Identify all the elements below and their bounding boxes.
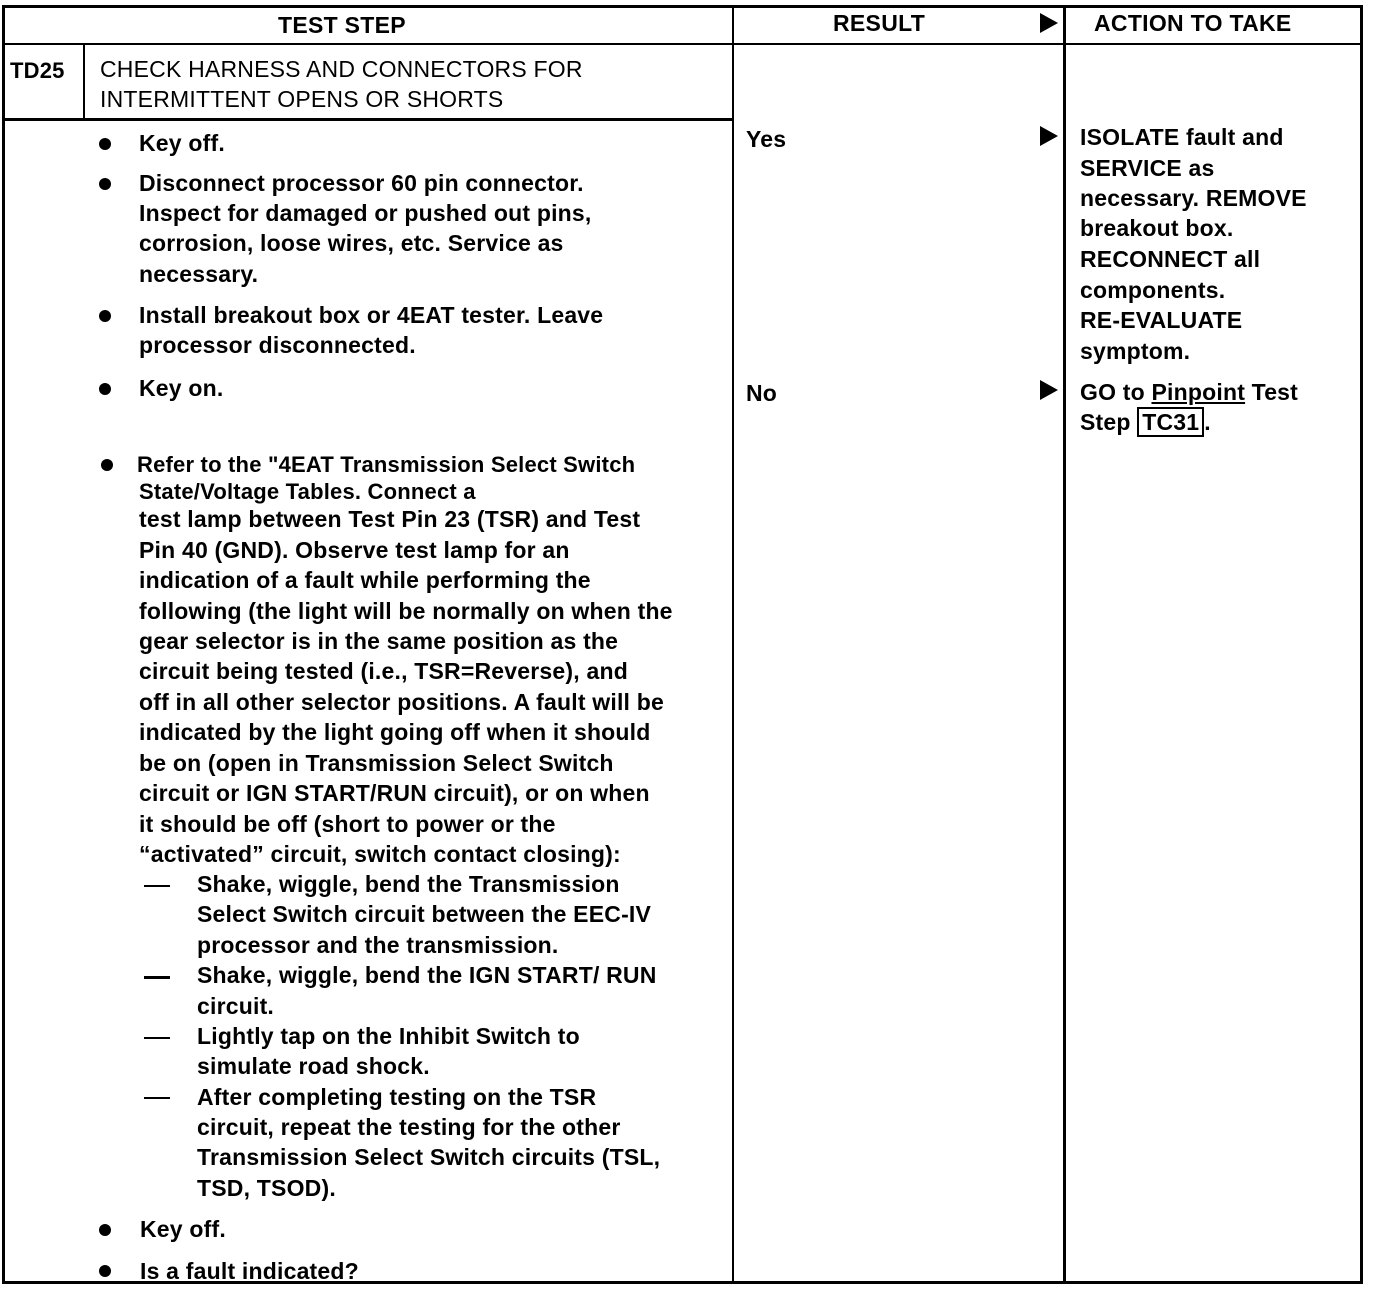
instruction-refer-line4: Pin 40 (GND). Observe test lamp for an [139, 537, 570, 563]
instruction-refer-line8: circuit being tested (i.e., TSR=Reverse), and [139, 658, 628, 684]
action-no-test: Test [1245, 379, 1299, 405]
dash-icon [144, 1037, 170, 1039]
step-title-divider [2, 118, 733, 121]
bullet-icon [99, 178, 111, 190]
header-result: RESULT [833, 10, 926, 36]
subinstruction-repeat-line3: Transmission Select Switch circuits (TSL, [197, 1144, 661, 1170]
action-no-step: Step [1080, 409, 1138, 435]
header-divider [2, 43, 1363, 45]
result-yes: Yes [746, 126, 787, 152]
action-no-line2 [1080, 407, 1211, 437]
step-reference-tc31[interactable]: TC31 [1137, 407, 1204, 437]
bullet-icon [99, 1265, 111, 1277]
instruction-refer-line6: following (the light will be normally on when the [139, 598, 673, 624]
subinstruction-repeat-line4: TSD, TSOD). [197, 1175, 336, 1201]
bullet-icon [101, 459, 113, 471]
instruction-refer-line11: be on (open in Transmission Select Switch [139, 750, 614, 776]
action-no-period: . [1204, 409, 1211, 435]
pinpoint-link[interactable]: Pinpoint [1151, 379, 1246, 405]
action-yes-line5: RECONNECT all [1080, 246, 1261, 272]
action-yes-line7: RE-EVALUATE [1080, 307, 1243, 333]
instruction-key-on: Key on. [139, 375, 224, 401]
column-divider-action [1063, 5, 1066, 1284]
question-fault-indicated: Is a fault indicated? [140, 1258, 359, 1284]
instruction-refer-line1: Refer to the "4EAT Transmission Select Switch [137, 452, 636, 477]
step-title-line1: CHECK HARNESS AND CONNECTORS FOR [100, 56, 583, 82]
instruction-refer-line9: off in all other selector positions. A fault will be [139, 689, 664, 715]
step-code-divider [83, 45, 85, 120]
dash-icon [144, 976, 170, 979]
instruction-refer-line5: indication of a fault while performing the [139, 567, 591, 593]
subinstruction-repeat-line1: After completing testing on the TSR [197, 1084, 597, 1110]
result-no: No [746, 380, 778, 406]
instruction-refer-line14: “activated” circuit, switch contact closing): [139, 841, 621, 867]
instruction-install-line1: Install breakout box or 4EAT tester. Leave [139, 302, 604, 328]
action-yes-line1: ISOLATE fault and [1080, 124, 1284, 150]
action-yes-line2: SERVICE as [1080, 155, 1215, 181]
result-no-arrow-icon [1040, 380, 1058, 400]
instruction-key-off-final: Key off. [140, 1216, 226, 1242]
instruction-refer-line3: test lamp between Test Pin 23 (TSR) and Test [139, 506, 641, 532]
header-test-step: TEST STEP [278, 12, 406, 38]
instruction-refer-line2: State/Voltage Tables. Connect a [139, 479, 476, 504]
action-no-go-to: GO to [1080, 379, 1152, 405]
subinstruction-shake-tss-line1: Shake, wiggle, bend the Transmission [197, 871, 620, 897]
column-divider-result [732, 5, 734, 1284]
instruction-refer-line12: circuit or IGN START/RUN circuit), or on when [139, 780, 650, 806]
subinstruction-shake-tss-line2: Select Switch circuit between the EEC-IV [197, 901, 652, 927]
instruction-refer-line13: it should be off (short to power or the [139, 811, 556, 837]
dash-icon [144, 1097, 170, 1099]
subinstruction-shake-ign-line2: circuit. [197, 993, 275, 1019]
instruction-refer-line10: indicated by the light going off when it should [139, 719, 651, 745]
header-action: ACTION TO TAKE [1094, 10, 1292, 36]
instruction-disconnect-line2: Inspect for damaged or pushed out pins, [139, 200, 592, 226]
subinstruction-tap-line1: Lightly tap on the Inhibit Switch to [197, 1023, 580, 1049]
subinstruction-tap-line2: simulate road shock. [197, 1053, 430, 1079]
subinstruction-shake-tss-line3: processor and the transmission. [197, 932, 559, 958]
action-yes-line3: necessary. REMOVE [1080, 185, 1307, 211]
instruction-install-line2: processor disconnected. [139, 332, 416, 358]
header-arrow-icon [1040, 13, 1058, 33]
bullet-icon [99, 383, 111, 395]
action-no-line1 [1080, 377, 1298, 407]
dash-icon [144, 885, 170, 887]
result-yes-arrow-icon [1040, 126, 1058, 146]
bullet-icon [99, 138, 111, 150]
bullet-icon [99, 1224, 111, 1236]
subinstruction-repeat-line2: circuit, repeat the testing for the other [197, 1114, 621, 1140]
subinstruction-shake-ign-line1: Shake, wiggle, bend the IGN START/ RUN [197, 962, 657, 988]
instruction-key-off: Key off. [139, 130, 225, 156]
action-yes-line6: components. [1080, 277, 1226, 303]
instruction-disconnect-line4: necessary. [139, 261, 259, 287]
instruction-refer-line7: gear selector is in the same position as the [139, 628, 619, 654]
action-yes-line4: breakout box. [1080, 215, 1234, 241]
step-code: TD25 [10, 58, 65, 83]
step-title-line2: INTERMITTENT OPENS OR SHORTS [100, 86, 504, 112]
instruction-disconnect-line1: Disconnect processor 60 pin connector. [139, 170, 584, 196]
instruction-disconnect-line3: corrosion, loose wires, etc. Service as [139, 230, 564, 256]
action-yes-line8: symptom. [1080, 338, 1191, 364]
bullet-icon [99, 310, 111, 322]
